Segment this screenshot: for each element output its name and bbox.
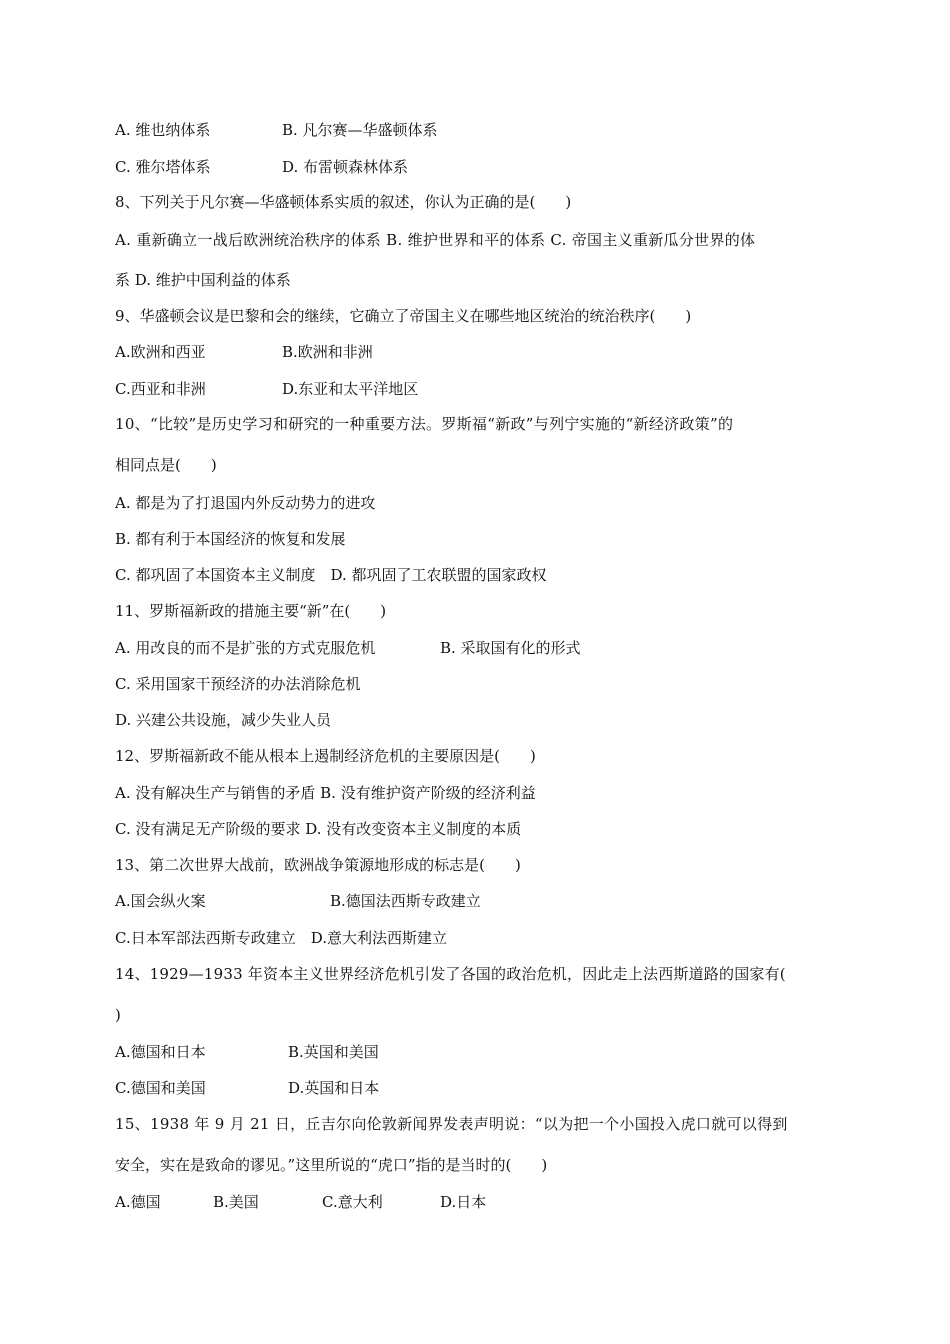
q12-option-cd: C. 没有满足无产阶级的要求 D. 没有改变资本主义制度的本质 xyxy=(115,820,522,838)
q13-option-a: A.国会纵火案 xyxy=(115,892,206,910)
q12-stem: 12、罗斯福新政不能从根本上遏制经济危机的主要原因是( ) xyxy=(115,747,536,765)
q15-stem-line2: 安全，实在是致命的谬见。”这里所说的“虎口”指的是当时的( ) xyxy=(115,1156,548,1174)
q14-option-b: B.英国和美国 xyxy=(288,1043,379,1061)
q10-stem-line2: 相同点是( ) xyxy=(115,456,217,474)
q9-option-d: D.东亚和太平洋地区 xyxy=(282,380,419,398)
q14-option-c: C.德国和美国 xyxy=(115,1079,206,1097)
q15-option-c: C.意大利 xyxy=(322,1193,383,1211)
q15-option-d: D.日本 xyxy=(440,1193,487,1211)
q7-option-a: A. 维也纳体系 xyxy=(115,121,211,139)
q10-option-cd: C. 都巩固了本国资本主义制度 D. 都巩固了工农联盟的国家政权 xyxy=(115,566,547,584)
q15-stem-line1: 15、1938 年 9 月 21 日，丘吉尔向伦敦新闻界发表声明说：“以为把一个小国投入虎口就可以得到 xyxy=(115,1115,788,1133)
q15-option-a: A.德国 xyxy=(115,1193,161,1211)
q11-option-b: B. 采取国有化的形式 xyxy=(440,639,581,657)
q7-option-c: C. 雅尔塔体系 xyxy=(115,158,211,176)
q14-stem-line1: 14、1929—1933 年资本主义世界经济危机引发了各国的政治危机，因此走上法西斯道路的国家有( xyxy=(115,965,786,983)
q11-option-a: A. 用改良的而不是扩张的方式克服危机 xyxy=(115,639,376,657)
q8-options-line1: A. 重新确立一战后欧洲统治秩序的体系 B. 维护世界和平的体系 C. 帝国主义重新瓜分世界的体 xyxy=(115,231,756,249)
q8-stem: 8、下列关于凡尔赛—华盛顿体系实质的叙述，你认为正确的是( ) xyxy=(115,193,572,211)
q8-options-line2: 系 D. 维护中国利益的体系 xyxy=(115,271,291,289)
q10-stem-line1: 10、“比较”是历史学习和研究的一种重要方法。罗斯福“新政”与列宁实施的“新经济政策”的 xyxy=(115,415,734,433)
q9-option-a: A.欧洲和西亚 xyxy=(115,343,206,361)
q10-option-b: B. 都有利于本国经济的恢复和发展 xyxy=(115,530,346,548)
q14-option-a: A.德国和日本 xyxy=(115,1043,206,1061)
q13-option-b: B.德国法西斯专政建立 xyxy=(330,892,481,910)
q7-option-b: B. 凡尔赛—华盛顿体系 xyxy=(282,121,438,139)
q7-option-d: D. 布雷顿森林体系 xyxy=(282,158,409,176)
q13-option-cd: C.日本军部法西斯专政建立 D.意大利法西斯建立 xyxy=(115,929,447,947)
q12-option-ab: A. 没有解决生产与销售的矛盾 B. 没有维护资产阶级的经济利益 xyxy=(115,784,536,802)
q14-stem-line2: ) xyxy=(115,1006,121,1024)
q11-stem: 11、罗斯福新政的措施主要“新”在( ) xyxy=(115,602,387,620)
q9-option-c: C.西亚和非洲 xyxy=(115,380,206,398)
q15-option-b: B.美国 xyxy=(213,1193,259,1211)
q9-stem: 9、华盛顿会议是巴黎和会的继续，它确立了帝国主义在哪些地区统治的统治秩序( ) xyxy=(115,307,692,325)
q10-option-a: A. 都是为了打退国内外反动势力的进攻 xyxy=(115,494,376,512)
q13-stem: 13、第二次世界大战前，欧洲战争策源地形成的标志是( ) xyxy=(115,856,521,874)
q14-option-d: D.英国和日本 xyxy=(288,1079,380,1097)
q11-option-d: D. 兴建公共设施，减少失业人员 xyxy=(115,711,332,729)
q11-option-c: C. 采用国家干预经济的办法消除危机 xyxy=(115,675,361,693)
q9-option-b: B.欧洲和非洲 xyxy=(282,343,373,361)
